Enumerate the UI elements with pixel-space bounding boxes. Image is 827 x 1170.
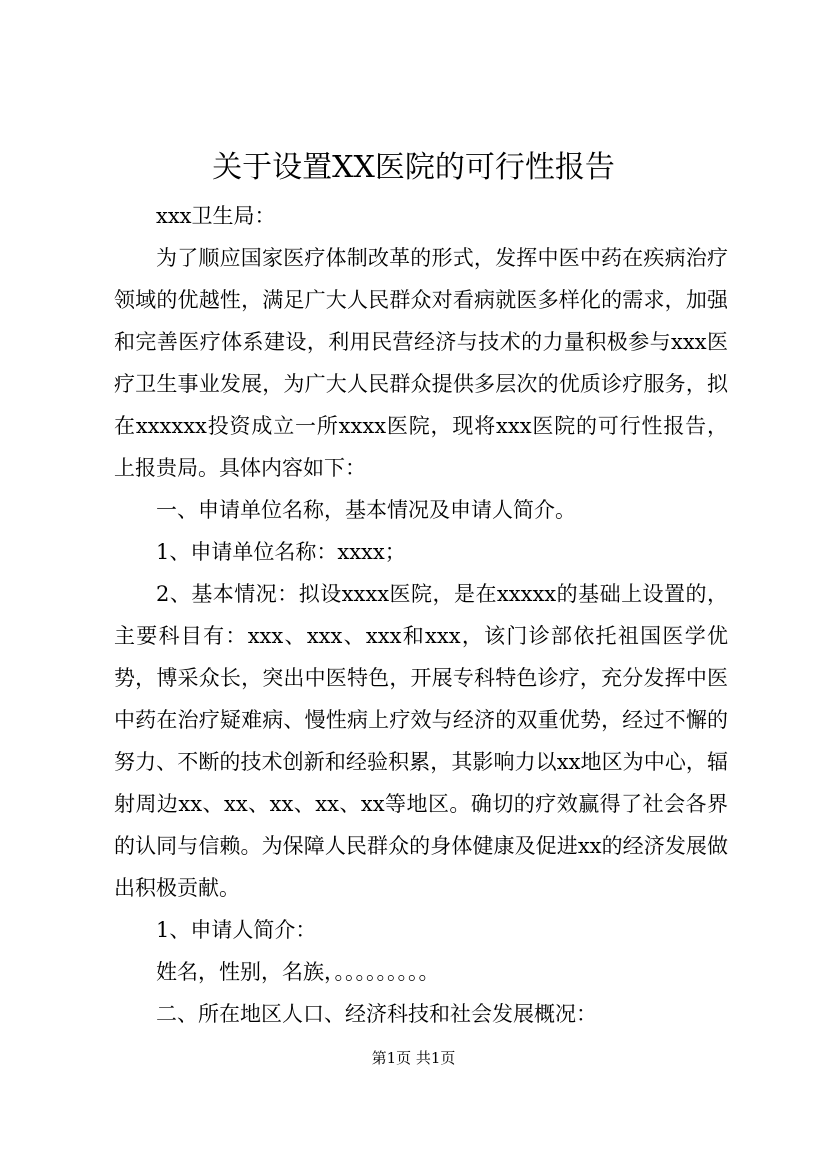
section-heading-1: 一、申请单位名称，基本情况及申请人简介。 [156,498,576,522]
applicant-intro-heading: 1、申请人简介： [156,918,317,942]
salutation: xxx卫生局： [156,204,276,228]
section-heading-2: 二、所在地区人口、经济科技和社会发展概况： [156,1002,597,1026]
document-title: 关于设置XX医院的可行性报告 [212,150,615,185]
intro-paragraph: 为了顺应国家医疗体制改革的形式，发挥中医中药在疾病治疗领域的优越性，满足广大人民群众对看病就医多样化的需求，加强和完善医疗体系建设，利用民营经济与技术的力量积极参与xxx医疗卫生事业发展，为广大人民群众提供多层次的优质诊疗服务，拟在xxxxxx投资成立一所xxxx医院，现将xxx医院的可行性报告，上报贵局。具体内容如下： [114,246,728,480]
applicant-info-line: 姓名，性别，名族，。。。。。。。。。 [156,960,440,984]
document-body [114,195,728,1035]
basic-situation-paragraph: 2、基本情况：拟设xxxx医院，是在xxxxx的基础上设置的，主要科目有：xxx、xxx、xxx和xxx，该门诊部依托祖国医学优势，博采众长，突出中医特色，开展专科特色诊疗，充分发挥中医中药在治疗疑难病、慢性病上疗效与经济的双重优势，经过不懈的努力、不断的技术创新和经验积累，其影响力以xx地区为中心，辐射周边xx、xx、xx、xx、xx等地区。确切的疗效赢得了社会各界的认同与信赖。为保障人民群众的身体健康及促进xx的经济发展做出积极贡献。 [114,582,728,900]
page-footer: 第1页 共1页 [371,1049,456,1067]
applicant-unit-name: 1、申请单位名称：xxxx； [156,540,406,564]
